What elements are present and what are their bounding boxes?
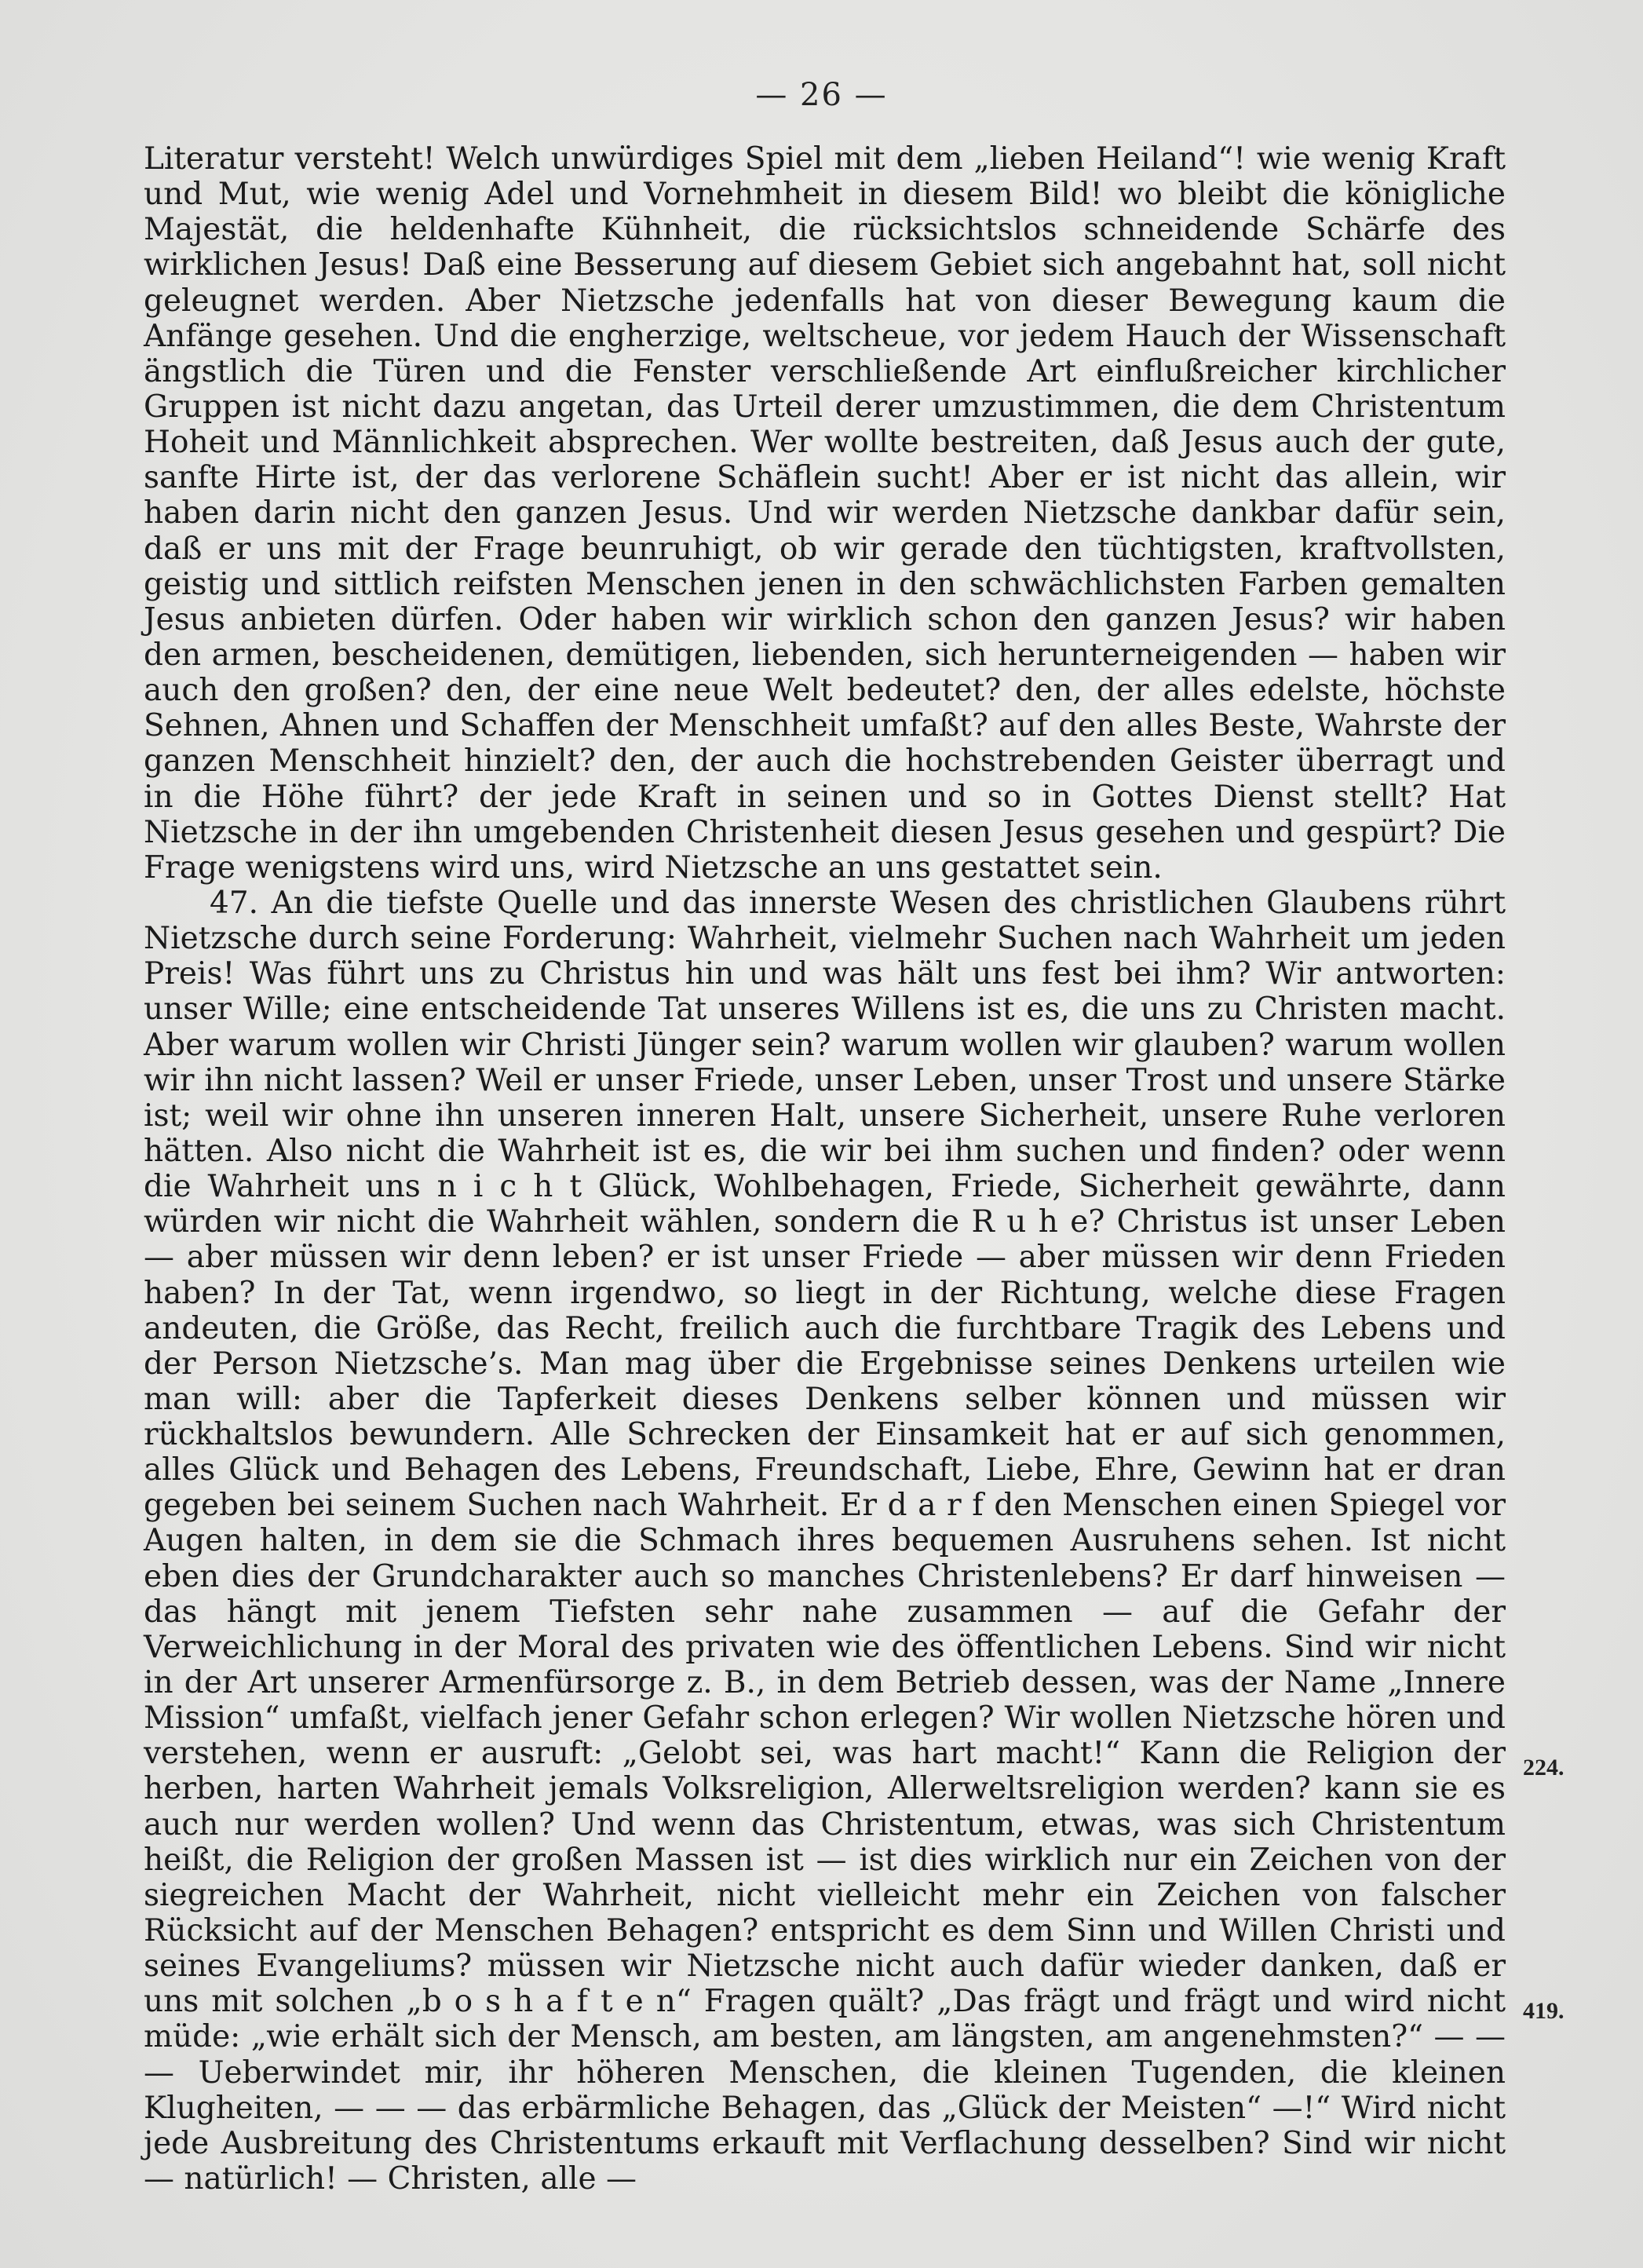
body-text <box>144 141 1506 2197</box>
margin-note-224: 224. <box>1523 1755 1565 1780</box>
paragraph-1: Literatur versteht! Welch unwürdiges Spiel mit dem „lieben Heiland“! wie wenig Kraft und Mut, wie wenig Adel und Vornehmheit in diesem Bild! wo bleibt die königliche Majestät, die heldenhafte Kühnheit, die rücksichtslos schneidende Schärfe des wirklichen Jesus! Daß eine Besserung auf diesem Gebiet sich angebahnt hat, soll nicht geleugnet werden. Aber Nietzsche jedenfalls hat von dieser Bewegung kaum die Anfänge gesehen. Und die engherzige, weltscheue, vor jedem Hauch der Wissenschaft ängstlich die Türen und die Fenster verschließende Art einflußreicher kirchlicher Gruppen ist nicht dazu angetan, das Urteil derer umzustimmen, die dem Christentum Hoheit und Männlichkeit absprechen. Wer wollte bestreiten, daß Jesus auch der gute, sanfte Hirte ist, der das verlorene Schäflein sucht! Aber er ist nicht das allein, wir haben darin nicht den ganzen Jesus. Und wir werden Nietzsche dankbar dafür sein, daß er uns mit der Frage beunruhigt, ob wir gerade den tüchtigsten, kraftvollsten, geistig und sittlich reifsten Menschen jenen in den schwächlichsten Farben gemalten Jesus anbieten dürfen. Oder haben wir wirklich schon den ganzen Jesus? wir haben den armen, bescheidenen, demütigen, liebenden, sich herunterneigenden — haben wir auch den großen? den, der eine neue Welt bedeutet? den, der alles edelste, höchste Sehnen, Ahnen und Schaffen der Menschheit umfaßt? auf den alles Beste, Wahrste der ganzen Menschheit hinzielt? den, der auch die hochstrebenden Geister überragt und in die Höhe führt? der jede Kraft in seinen und so in Gottes Dienst stellt? Hat Nietzsche in der ihn umgebenden Christenheit diesen Jesus gesehen und gespürt? Die Frage wenigstens wird uns, wird Nietzsche an uns gestattet sein. <box>144 141 1506 886</box>
page-number: — 26 — <box>755 77 888 113</box>
paragraph-2: 47. An die tiefste Quelle und das innerste Wesen des christlichen Glaubens rührt Nietzsche durch seine Forderung: Wahrheit, vielmehr Suchen nach Wahrheit um jeden Preis! Was führt uns zu Christus hin und was hält uns fest bei ihm? Wir antworten: unser Wille; eine entscheidende Tat unseres Willens ist es, die uns zu Christen macht. Aber warum wollen wir Christi Jünger sein? warum wollen wir glauben? warum wollen wir ihn nicht lassen? Weil er unser Friede, unser Leben, unser Trost und unsere Stärke ist; weil wir ohne ihn unseren inneren Halt, unsere Sicherheit, unsere Ruhe verloren hätten. Also nicht die Wahrheit ist es, die wir bei ihm suchen und finden? oder wenn die Wahrheit uns n i c h t Glück, Wohlbehagen, Friede, Sicherheit gewährte, dann würden wir nicht die Wahrheit wählen, sondern die R u h e? Christus ist unser Leben — aber müssen wir denn leben? er ist unser Friede — aber müssen wir denn Frieden haben? In der Tat, wenn irgendwo, so liegt in der Richtung, welche diese Fragen andeuten, die Größe, das Recht, freilich auch die furchtbare Tragik des Lebens und der Person Nietzsche’s. Man mag über die Ergebnisse seines Denkens urteilen wie man will: aber die Tapferkeit dieses Denkens selber können und müssen wir rückhaltslos bewundern. Alle Schrecken der Einsamkeit hat er auf sich genommen, alles Glück und Behagen des Lebens, Freundschaft, Liebe, Ehre, Gewinn hat er dran gegeben bei seinem Suchen nach Wahrheit. Er d a r f den Menschen einen Spiegel vor Augen halten, in dem sie die Schmach ihres bequemen Ausruhens sehen. Ist nicht eben dies der Grundcharakter auch so manches Christenlebens? Er darf hinweisen — das hängt mit jenem Tiefsten sehr nahe zusammen — auf die Gefahr der Verweichlichung in der Moral des privaten wie des öffentlichen Lebens. Sind wir nicht in der Art unserer Armenfürsorge z. B., in dem Betrieb dessen, was der Name „Innere Mission“ umfaßt, vielfach jener Gefahr schon erlegen? Wir wollen Nietzsche hören und verstehen, wenn er ausruft: „Gelobt sei, was hart macht!“ Kann die Religion der herben, harten Wahrheit jemals Volksreligion, Allerweltsreligion werden? kann sie es auch nur werden wollen? Und wenn das Christentum, etwas, was sich Christentum heißt, die Religion der großen Massen ist — ist dies wirklich nur ein Zeichen von der siegreichen Macht der Wahrheit, nicht vielleicht mehr ein Zeichen von falscher Rücksicht auf der Menschen Behagen? entspricht es dem Sinn und Willen Christi und seines Evangeliums? müssen wir Nietzsche nicht auch dafür wieder danken, daß er uns mit solchen „b o s h a f t e n“ Fragen quält? „Das frägt und frägt und wird nicht müde: „wie erhält sich der Mensch, am besten, am längsten, am angenehmsten?“ — — — Ueberwindet mir, ihr höheren Menschen, die kleinen Tugenden, die kleinen Klugheiten, — — — das erbärmliche Behagen, das „Glück der Meisten“ —!“ Wird nicht jede Ausbreitung des Christentums erkauft mit Verflachung desselben? Sind wir nicht — natürlich! — Christen, alle — <box>144 885 1506 2197</box>
margin-note-419: 419. <box>1523 1998 1565 2024</box>
